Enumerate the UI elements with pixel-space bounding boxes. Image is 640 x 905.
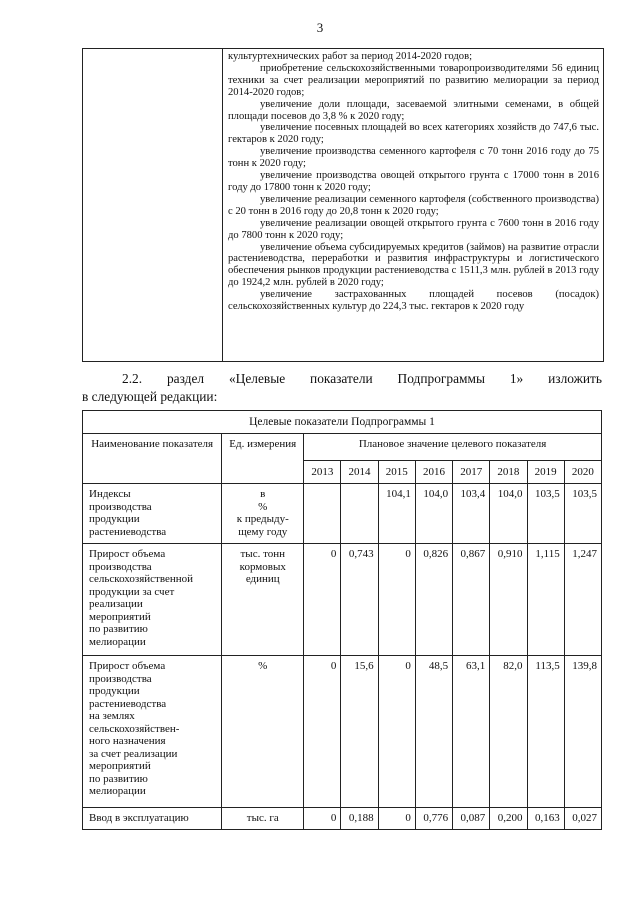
- year-header-cell: 2014: [341, 461, 378, 484]
- value-cell: 104,0: [415, 484, 452, 544]
- continuation-table-left-cell: [83, 49, 223, 361]
- unit-line: %: [258, 500, 268, 513]
- table-row: [83, 808, 602, 830]
- unit-cell: [222, 544, 304, 656]
- value-cell: 0,910: [490, 544, 527, 656]
- target-indicators-table: [82, 410, 602, 830]
- section-instruction: [82, 370, 602, 406]
- unit-cell: [222, 808, 304, 830]
- continuation-table: [82, 48, 604, 362]
- value-cell: 113,5: [527, 656, 564, 808]
- value-cell: 104,1: [378, 484, 415, 544]
- unit-cell: [222, 656, 304, 808]
- value-cell: [341, 484, 378, 544]
- value-cell: [304, 484, 341, 544]
- value-cell: 0: [304, 808, 341, 830]
- expected-result-line: приобретение сельскохозяйственными товаропроизводителями 56 единиц техники за счет реализации мероприятий по развитию мелиорации за период 2014-2020 годов;: [228, 62, 599, 98]
- indicator-name-line: сельскохозяйственной: [89, 573, 194, 585]
- indicator-name-line: продукции за счет: [89, 585, 175, 598]
- indicator-name-cell: [83, 484, 222, 544]
- year-header-cell: 2020: [564, 461, 601, 484]
- indicator-name-line: производства: [89, 560, 152, 573]
- expected-result-line: увеличение реализации овощей открытого грунта с 7600 тонн в 2016 году до 7800 тонн к 2020 году;: [228, 217, 599, 241]
- indicator-name-line: за счет реализации: [89, 747, 178, 760]
- value-cell: 0: [304, 544, 341, 656]
- header-unit: Ед. измерения: [222, 434, 304, 484]
- table-row: [83, 544, 602, 656]
- unit-line: тыс. тонн: [240, 548, 286, 560]
- unit-line: кормовых: [239, 560, 286, 573]
- section-instruction-line-2: в следующей редакции:: [82, 389, 218, 404]
- value-cell: 0: [304, 656, 341, 808]
- value-cell: 1,247: [564, 544, 601, 656]
- indicator-name-line: мелиорации: [89, 635, 146, 648]
- value-cell: 0,776: [415, 808, 452, 830]
- value-cell: 1,115: [527, 544, 564, 656]
- value-cell: 0: [378, 656, 415, 808]
- indicator-name-line: мелиорации: [89, 785, 146, 797]
- expected-result-line: увеличение объема субсидируемых кредитов (займов) на развитие отрасли растениеводства, переработки и развития инфраструктуры и логистического обеспечения рынков продукции растениеводства с 1511,3 млн. рублей в 2013 году до 1924,2 млн. рублей в 2020 году;: [228, 241, 599, 289]
- indicator-name-line: на землях: [89, 710, 135, 722]
- indicator-name-line: растениеводства: [89, 525, 167, 538]
- value-cell: 103,5: [527, 484, 564, 544]
- year-header-cell: 2018: [490, 461, 527, 484]
- expected-result-line: увеличение производства семенного картофеля с 70 тонн 2016 году до 75 тонн к 2020 году;: [228, 146, 599, 170]
- value-cell: 104,0: [490, 484, 527, 544]
- year-header-cell: 2019: [527, 461, 564, 484]
- unit-line: к предыду-: [236, 513, 289, 525]
- continuation-table-text: [223, 49, 603, 361]
- unit-line: %: [258, 660, 268, 672]
- expected-result-line: увеличение доли площади, засеваемой элитными семенами, в общей площади посевов до 3,8 % к 2020 году;: [228, 98, 599, 122]
- expected-result-line: увеличение застрахованных площадей посевов (посадок) сельскохозяйственных культур до 224,3 тыс. гектаров к 2020 году: [228, 289, 599, 313]
- indicator-name-line: по развитию: [89, 772, 148, 785]
- expected-result-line: увеличение реализации семенного картофеля (собственного производства) с 20 тонн в 2016 году до 20,8 тонн к 2020 году;: [228, 193, 599, 217]
- indicator-name-line: производства: [89, 500, 152, 513]
- year-header-cell: 2016: [415, 461, 452, 484]
- value-cell: 0: [378, 808, 415, 830]
- indicator-name-line: Прирост объема: [89, 548, 166, 560]
- value-cell: 82,0: [490, 656, 527, 808]
- section-instruction-line-1: 2.2. раздел «Целевые показатели Подпрограммы 1» изложить: [122, 371, 602, 386]
- expected-result-line: увеличение производства овощей открытого грунта с 17000 тонн в 2016 году до 17800 тонн к 2020 году;: [228, 170, 599, 193]
- indicator-name-line: растениеводства: [89, 697, 167, 710]
- indicator-name-line: мероприятий: [89, 760, 151, 772]
- indicator-name-line: продукции: [89, 685, 140, 697]
- value-cell: 0,867: [453, 544, 490, 656]
- expected-result-line: культуртехнических работ за период 2014-2020 годов;: [228, 51, 473, 62]
- value-cell: 0,743: [341, 544, 378, 656]
- unit-line: щему году: [238, 525, 288, 538]
- table-row: [83, 656, 602, 808]
- value-cell: 0,027: [564, 808, 601, 830]
- header-indicator-name: Наименование показателя: [83, 434, 222, 484]
- value-cell: 0,826: [415, 544, 452, 656]
- value-cell: 0,163: [527, 808, 564, 830]
- year-header-cell: 2015: [378, 461, 415, 484]
- value-cell: 63,1: [453, 656, 490, 808]
- header-planned-value: Плановое значение целевого показателя: [304, 434, 602, 461]
- page-number: 3: [316, 20, 324, 35]
- value-cell: 0,200: [490, 808, 527, 830]
- indicator-name-line: сельскохозяйствен-: [89, 722, 180, 735]
- value-cell: 0,188: [341, 808, 378, 830]
- indicator-name-line: продукции: [89, 513, 140, 525]
- indicator-name-cell: [83, 544, 222, 656]
- value-cell: 139,8: [564, 656, 601, 808]
- table-caption: Целевые показатели Подпрограммы 1: [83, 411, 602, 434]
- indicator-name-line: производства: [89, 672, 152, 685]
- unit-line: тыс. га: [246, 812, 279, 824]
- year-header-cell: 2017: [453, 461, 490, 484]
- indicator-name-line: ного назначения: [89, 735, 166, 747]
- unit-line: единиц: [245, 573, 280, 585]
- indicator-name-line: Ввод в эксплуатацию: [89, 812, 189, 824]
- table-body: [83, 484, 602, 830]
- indicator-name-line: по развитию: [89, 623, 148, 635]
- value-cell: 15,6: [341, 656, 378, 808]
- unit-cell: [222, 484, 304, 544]
- value-cell: 48,5: [415, 656, 452, 808]
- value-cell: 103,5: [564, 484, 601, 544]
- indicator-name-line: реализации: [89, 598, 143, 610]
- indicator-name-line: Прирост объема: [89, 660, 166, 672]
- indicator-name-line: мероприятий: [89, 610, 151, 623]
- indicator-name-cell: [83, 808, 222, 830]
- indicator-name-line: Индексы: [89, 488, 131, 500]
- year-header-cell: 2013: [304, 461, 341, 484]
- value-cell: 0: [378, 544, 415, 656]
- value-cell: 0,087: [453, 808, 490, 830]
- indicator-name-cell: [83, 656, 222, 808]
- value-cell: 103,4: [453, 484, 490, 544]
- expected-result-line: увеличение посевных площадей во всех категориях хозяйств до 747,6 тыс. гектаров к 2020 году;: [228, 122, 599, 146]
- table-row: [83, 484, 602, 544]
- unit-line: в: [260, 488, 266, 500]
